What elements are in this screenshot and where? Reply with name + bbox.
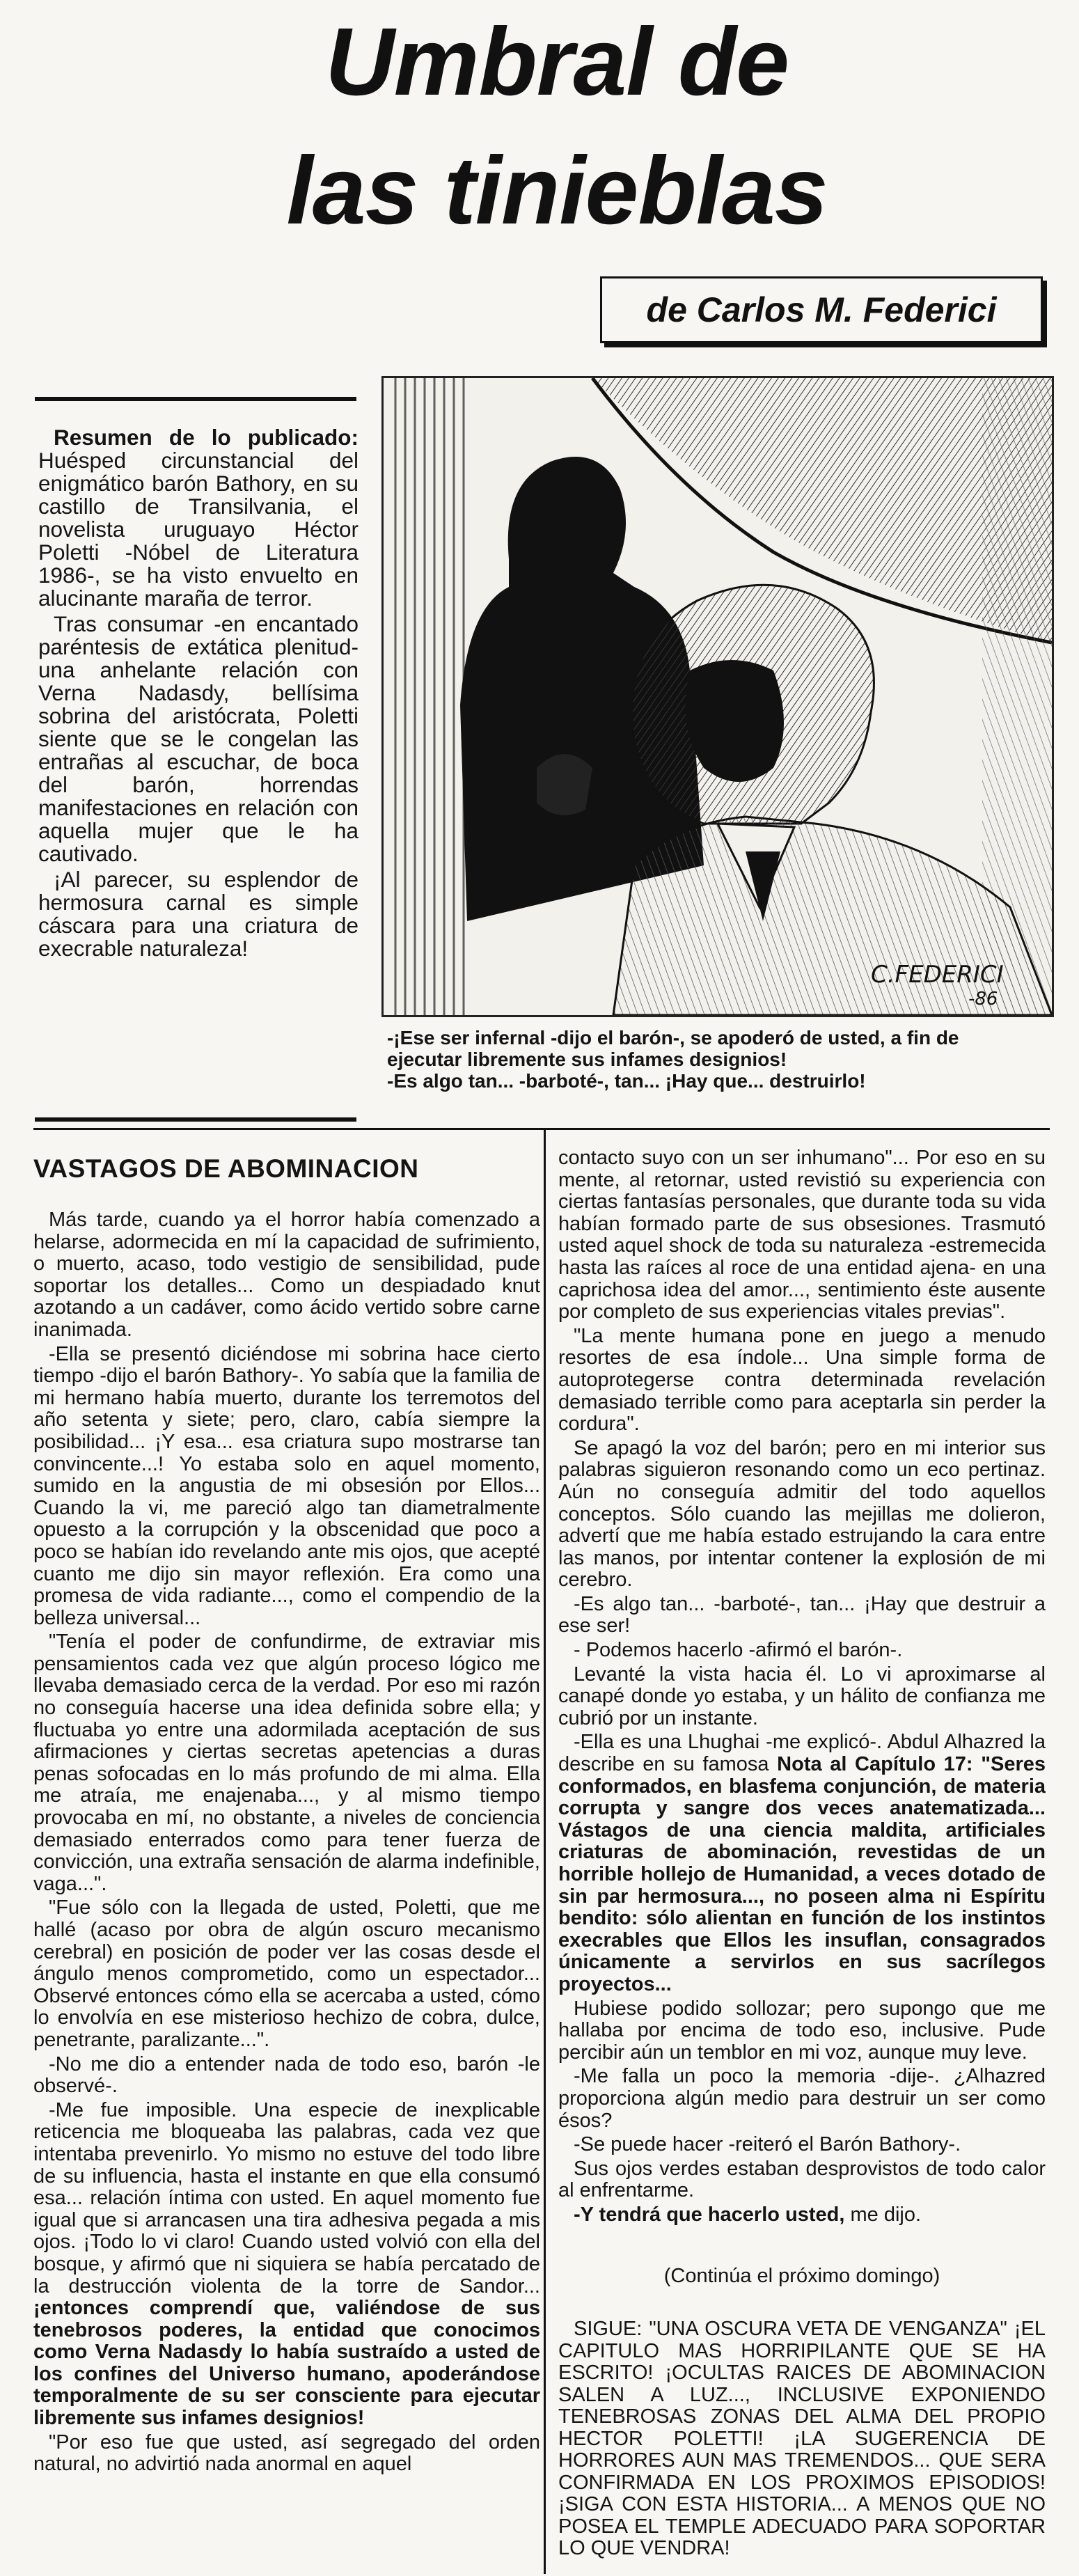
summary-text-1: Huésped circunstancial del enigmático barón Bathory, en su castillo de Transilvania, el novelista uruguayo Héctor Poletti -Nóbel de Literatura 1986-, se ha visto envuelto en alucinante maraña de terror. (38, 448, 359, 611)
article-column-1 (33, 1209, 540, 2568)
title-line-1: Umbral de (325, 8, 789, 116)
col1-p6-text: -Me fue imposible. Una especie de inexplicable reticencia me bloqueaba las palabras, cada vez que intentaba prevenirlo. Yo mismo no estuve del todo libre de su influencia, hasta el instante en que ella consumó esa... relación íntima con usted. En aquel momento fue igual que si arrancasen una tira adhesiva pegada a mis ojos. ¡Todo lo vi claro! Cuando usted volvió con ella del bosque, y afirmó que ni siquiera se había percatado de la destrucción violenta de la torre de Sandor... (33, 2098, 540, 2298)
summary-paragraph-3: ¡Al parecer, su esplendor de hermosura carnal es simple cáscara para una criatura de execrable naturaleza! (38, 867, 359, 961)
summary-paragraph-1 (38, 426, 359, 610)
summary (38, 426, 359, 960)
col2-paragraph-12 (558, 2204, 1046, 2226)
col2-p12-bold: -Y tendrá que hacerlo usted, (574, 2203, 845, 2226)
col2-p7-text: -Ella es una Lhughai -me explicó-. Abdul Alhazred la describe en su famosa (558, 1731, 1046, 1776)
col2-paragraph-3: Se apagó la voz del barón; pero en mi interior sus palabras siguieron resonando como un eco pertinaz. Aún no conseguía admitir del todo aquellos conceptos. Sólo cuando las mejillas me dolieron, advertí que me había estado estrujando la cara entre las manos, por intentar contener la explosión de mi cerebro. (558, 1436, 1046, 1592)
illustration-caption (387, 1027, 1055, 1092)
illustration-drawing (384, 378, 1052, 1015)
section-divider-rule (33, 1128, 1050, 1130)
summary-bottom-rule (35, 1117, 356, 1122)
summary-paragraph-2: Tras consumar -en encantado paréntesis de extática plenitud- una anhelante relación con Verna Nadasdy, bellísima sobrina del aristócrata, Poletti siente que se le congelan las entrañas al escuchar, de boca del barón, horrendas manifestaciones en relación con aquella mujer que le ha cautivado. (38, 611, 359, 866)
caption-line-3: -Es algo tan... -barboté-, tan... ¡Hay que... destruirlo! (387, 1070, 866, 1092)
col2-paragraph-5: - Podemos hacerlo -afirmó el barón-. (574, 1639, 903, 1662)
col2-paragraph-2: "La mente humana pone en juego a menudo resortes de esa índole... Una simple forma de autoprotegerse contra determinada revelación demasiado terrible como para aceptarla sin perder la cordura". (558, 1324, 1046, 1436)
col2-p7-bold: Nota al Capítulo 17: "Seres conformados, en blasfema conjunción, de materia corrupta y sangre dos veces anatematizada... Vástagos de una ciencia maldita, artificiales criaturas de abominación, revestidas de un horrible hollejo de Humanidad, a veces dotado de sin par hermosura..., no poseen alma ni Espíritu bendito: sólo alientan en función de los instintos execrables que Ellos les insuflan, consagrados únicamente a servirlos en sus sacrílegos proyectos... (558, 1753, 1046, 1995)
section-title: VASTAGOS DE ABOMINACION (33, 1154, 419, 1183)
col1-paragraph-6 (33, 2100, 540, 2430)
byline-box (600, 276, 1043, 343)
continuation-note: (Continúa el próximo domingo) (663, 2265, 940, 2287)
next-episode-teaser: SIGUE: "UNA OSCURA VETA DE VENGANZA" ¡EL CAPITULO MAS HORRIPILANTE QUE SE HA ESCRITO! ¡OCULTAS RAICES DE ABOMINACION SALEN A LUZ..., INCLUSIVE EXPONIENDO TENEBROSAS ZONAS DEL ALMA DEL PROPIO HECTOR POLETTI! ¡LA SUGERENCIA DE HORRORES AUN MAS TREMENDOS... QUE SERA CONFIRMADA EN LOS PROXIMOS EPISODIOS! ¡SIGA CON ESTA HISTORIA... A MENOS QUE NO POSEA EL TEMPLE ADECUADO PARA SOPORTAR LO QUE VENDRA! (558, 2318, 1046, 2559)
illustration-signature: C.FEDERICI (871, 961, 1004, 989)
col2-paragraph-1: contacto suyo con un ser inhumano"... Por eso en su mente, al retornar, usted revistió su experiencia con ciertas fantasías personales, que durante toda su vida habían formado parte de sus obsesiones. Trasmutó usted aquel shock de toda su naturaleza -estremecida hasta las raíces al roce de una entidad ajena- en una caprichosa idea del amor..., sentimiento éste ausente por completo de sus experiencias vitales previas". (558, 1147, 1046, 1324)
col2-paragraph-9: -Me falla un poco la memoria -dije-. ¿Alhazred proporciona algún medio para destruir un ser como ésos? (558, 2065, 1046, 2132)
summary-lead-label: Resumen de lo publicado: (54, 425, 359, 450)
col2-paragraph-6: Levanté la vista hacia él. Lo vi aproximarse al canapé donde yo estaba, y un hálito de confianza me cubrió por un instante. (558, 1663, 1046, 1729)
byline: de Carlos M. Federici (646, 290, 997, 329)
illustration-year: -86 (968, 989, 998, 1010)
illustration (381, 376, 1054, 1017)
col2-paragraph-11: Sus ojos verdes estaban desprovistos de todo calor al enfrentarme. (558, 2157, 1046, 2202)
column-divider (544, 1129, 546, 2574)
col1-paragraph-2: -Ella se presentó diciéndose mi sobrina hace cierto tiempo -dijo el barón Bathory-. Yo sabía que la familia de mi hermano había muerto, durante los terremotos del año setenta y siete; pero, claro, cabía siempre la posibilidad... ¡Y esa... esa criatura supo mostrarse tan convincente...! Yo estaba solo en aquel momento, sumido en la angustia de mi obsesión por Ellos... Cuando la vi, me pareció algo tan diametralmente opuesto a la corrupción y la obscenidad que poco a poco se habían ido revelando ante mis ojos, que acepté cuanto me dijo sin mayor reflexión. Era como una promesa de vida radiante..., como el compendio de la belleza universal... (33, 1342, 540, 1629)
col2-paragraph-7 (558, 1731, 1046, 1995)
caption-line-2: ejecutar libremente sus infames designios! (387, 1049, 787, 1070)
col1-paragraph-3: "Tenía el poder de confundirme, de extraviar mis pensamientos cada vez que algún proceso lógico me llevaba demasiado cerca de la verdad. Por eso mi razón no conseguía hacerse una idea definida sobre ella; y fluctuaba yo entre una adormilada aceptación de sus afirmaciones y ciertas secretas apetencias a duras penas sofocadas en lo más profundo de mi alma. Ella me atraía, me enajenaba..., y al mismo tiempo provocaba en mí, no obstante, a niveles de conciencia demasiado enterrados como para tener fuerza de convicción, una extraña sensación de alarma indefinible, vaga...". (33, 1631, 540, 1895)
window-frame (391, 378, 467, 1015)
article-column-2 (558, 1147, 1046, 2261)
col1-paragraph-4: "Fue sólo con la llegada de usted, Poletti, que me hallé (acaso por obra de algún oscuro mecanismo cerebral) en posición de poder ver las cosas desde el ángulo menos comprometido, como un espectador... Observé entonces cómo ella se acercaba a usted, cómo lo envolvía en ese misterioso hechizo de cobra, dulce, penetrante, paralizante...". (33, 1896, 540, 2051)
col2-paragraph-8: Hubiese podido sollozar; pero supongo que me hallaba por encima de todo eso, inclusive. Pude percibir aún un temblor en mi voz, aunque muy leve. (558, 1997, 1046, 2064)
summary-top-rule (35, 397, 356, 401)
col1-p6-bold: ¡entonces comprendí que, valiéndose de sus tenebrosos poderes, la entidad que conocimos como Verna Nadasdy lo había sustraído a usted de los confines del Universo humano, apoderándose temporalmente de su ser consciente para ejecutar libremente sus infames designios! (33, 2297, 540, 2430)
title-line-2: las tinieblas (286, 137, 828, 244)
col1-paragraph-7: "Por eso fue que usted, así segregado del orden natural, no advirtió nada anormal en aquel (33, 2430, 540, 2476)
col2-paragraph-4: -Es algo tan... -barboté-, tan... ¡Hay que destruir a ese ser! (558, 1592, 1046, 1638)
col1-paragraph-5: -No me dio a entender nada de todo eso, barón -le observé-. (33, 2052, 540, 2098)
col2-p12-text: me dijo. (850, 2203, 922, 2226)
col1-paragraph-1: Más tarde, cuando ya el horror había comenzado a helarse, adormecida en mí la capacidad de sufrimiento, o muerto, acaso, todo vestigio de sensibilidad, pude soportar los detalles... Como un despiadado knut azotando a un cadáver, como ácido vertido sobre carne inanimada. (33, 1209, 540, 1341)
col2-paragraph-10: -Se puede hacer -reiteró el Barón Bathory-. (574, 2133, 961, 2156)
caption-line-1: -¡Ese ser infernal -dijo el barón-, se apoderó de usted, a fin de (387, 1027, 959, 1049)
